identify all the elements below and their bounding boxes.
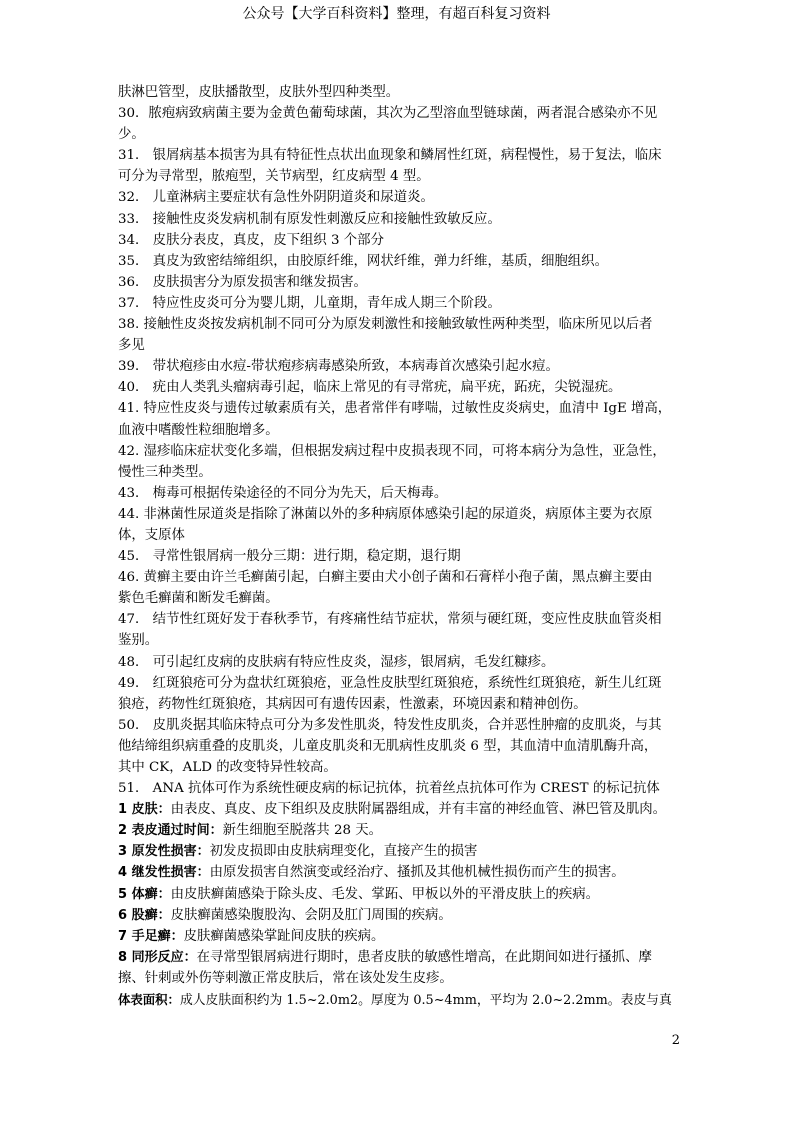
text-line: 39． 带状疱疹由水痘-带状疱疹病毒感染所致，本病毒首次感染引起水痘。	[118, 359, 559, 375]
text-line: 50． 皮肌炎据其临床特点可分为多发性肌炎，特发性皮肌炎，合并恶性肿瘤的皮肌炎，与其	[118, 717, 662, 733]
text-line: 33． 接触性皮炎发病机制有原发性刺激反应和接触性致敏反应。	[118, 211, 501, 227]
definition-term: 1 皮肤：	[118, 802, 171, 818]
definition-text: 由皮肤癣菌感染于除头皮、毛发、掌跖、甲板以外的平滑皮肤上的疾病。	[170, 886, 600, 902]
text-line: 38. 接触性皮炎按发病机制不同可分为原发刺激性和接触致敏性两种类型，临床所见以后者	[118, 317, 653, 333]
document-body	[118, 82, 678, 1011]
text-line: 45． 寻常性银屑病一般分三期：进行期，稳定期，退行期	[118, 549, 461, 565]
text-line: 他结缔组织病重叠的皮肌炎，儿童皮肌炎和无肌病性皮肌炎 6 型，其血清中血清肌酶升高，	[118, 738, 658, 754]
text-line: 35． 真皮为致密结缔组织，由胶原纤维，网状纤维，弹力纤维，基质，细胞组织。	[118, 253, 608, 269]
definition-term: 4 继发性损害：	[118, 865, 210, 881]
text-line: 36． 皮肤损害分为原发损害和继发损害。	[118, 274, 367, 290]
definition-text: 由表皮、真皮、皮下组织及皮肤附属器组成，并有丰富的神经血管、淋巴管及肌肉。	[170, 802, 667, 818]
definition-term: 3 原发性损害：	[118, 844, 210, 860]
definition-line	[118, 905, 678, 926]
definition-term: 8 同形反应：	[118, 949, 197, 965]
definition-term: 6 股癣：	[118, 907, 171, 923]
definition-line	[118, 884, 678, 905]
text-line: 47． 结节性红斑好发于春秋季节，有疼痛性结节症状，常须与硬红斑，变应性皮肤血管炎相	[118, 612, 662, 628]
text-line: 少。	[118, 127, 145, 143]
text-line: 紫色毛癣菌和断发毛癣菌。	[118, 591, 279, 607]
text-line: 37． 特应性皮炎可分为婴儿期，儿童期，青年成人期三个阶段。	[118, 295, 501, 311]
definition-line	[118, 947, 678, 968]
text-line: 43． 梅毒可根据传染途径的不同分为先天，后天梅毒。	[118, 485, 448, 501]
text-line: 48． 可引起红皮病的皮肤病有特应性皮炎，湿疹，银屑病，毛发红糠疹。	[118, 654, 555, 670]
text-line: 31． 银屑病基本损害为具有特征性点状出血现象和鳞屑性红斑，病程慢性，易于复法，临床	[118, 148, 662, 164]
text-line: 其中 CK，ALD 的改变特异性较高。	[118, 760, 337, 775]
definition-term: 体表面积：	[118, 992, 180, 1008]
text-line: 肤淋巴管型，皮肤播散型，皮肤外型四种类型。	[118, 85, 400, 100]
text-line: 44. 非淋菌性尿道炎是指除了淋菌以外的多种病原体感染引起的尿道炎，病原体主要为衣原	[118, 506, 653, 522]
text-line: 鉴别。	[118, 633, 159, 649]
text-line: 血液中嗜酸性粒细胞增多。	[118, 422, 279, 438]
definition-term: 5 体癣：	[118, 886, 171, 902]
text-line: 多见	[118, 338, 145, 354]
definition-term: 7 手足癣：	[118, 928, 184, 944]
definition-line	[118, 989, 678, 1011]
page-number: 2	[671, 1033, 680, 1048]
definition-text: 新生细胞至脱落共 28 天。	[222, 823, 383, 839]
definition-text: 初发皮损即由皮肤病理变化，直接产生的损害	[209, 844, 478, 860]
text-line: 32． 儿童淋病主要症状有急性外阴阴道炎和尿道炎。	[118, 190, 434, 206]
text-line: 狼疮，药物性红斑狼疮，其病因可有遗传因素，性激素，环境因素和精神创伤。	[118, 696, 587, 712]
definition-line	[118, 926, 678, 947]
text-line: 34． 皮肤分表皮，真皮，皮下组织 3 个部分	[118, 232, 384, 248]
definition-text: 在寻常型银屑病进行期时，患者皮肤的敏感性增高，在此期间如进行搔抓、摩	[196, 949, 652, 965]
definition-line	[118, 862, 678, 883]
definition-text: 皮肤癣菌感染腹股沟、会阴及肛门周围的疾病。	[170, 907, 452, 923]
definition-line	[118, 799, 678, 820]
text-line: 41. 特应性皮炎与遗传过敏素质有关，患者常伴有哮喘，过敏性皮炎病史，血清中 IgE 增高，	[118, 401, 672, 417]
text-line: 40． 疣由人类乳头瘤病毒引起，临床上常见的有寻常疣，扁平疣，跖疣，尖锐湿疣。	[118, 380, 622, 396]
definition-text: 成人皮肤面积约为 1.5~2.0m2。厚度为 0.5~4mm，平均为 2.0~2.2mm。表皮与真	[179, 993, 672, 1009]
text-line: 42. 湿疹临床症状变化多端，但根据发病过程中皮损表现不同，可将本病分为急性，亚急性，	[118, 443, 666, 459]
text-line: 慢性三种类型。	[118, 464, 212, 480]
text-line: 擦、针刺或外伤等刺激正常皮肤后，常在该处发生皮疹。	[118, 970, 453, 986]
definition-text: 皮肤癣菌感染掌趾间皮肤的疾病。	[183, 928, 385, 944]
definition-text: 由原发损害自然演变或经治疗、搔抓及其他机械性损伤而产生的损害。	[209, 865, 625, 881]
text-line: 51． ANA 抗体可作为系统性硬皮病的标记抗体，抗着丝点抗体可作为 CREST 的标记抗体	[118, 781, 660, 797]
text-line: 体，支原体	[118, 527, 185, 543]
text-line: 46. 黄癣主要由许兰毛癣菌引起，白癣主要由犬小创子菌和石膏样小孢子菌，黑点癣主要由	[118, 570, 653, 586]
definition-term: 2 表皮通过时间：	[118, 823, 223, 839]
text-line: 49． 红斑狼疮可分为盘状红斑狼疮，亚急性皮肤型红斑狼疮，系统性红斑狼疮，新生儿红斑	[118, 675, 662, 691]
text-line: 可分为寻常型，脓疱型，关节病型，红皮病型 4 型。	[118, 169, 430, 185]
definition-line	[118, 820, 678, 841]
page-header: 公众号【大学百科资料】整理，有超百科复习资料	[242, 6, 551, 22]
text-line: 30．脓疱病致病菌主要为金黄色葡萄球菌，其次为乙型溶血型链球菌，两者混合感染亦不见	[118, 106, 658, 122]
definition-line	[118, 841, 678, 862]
